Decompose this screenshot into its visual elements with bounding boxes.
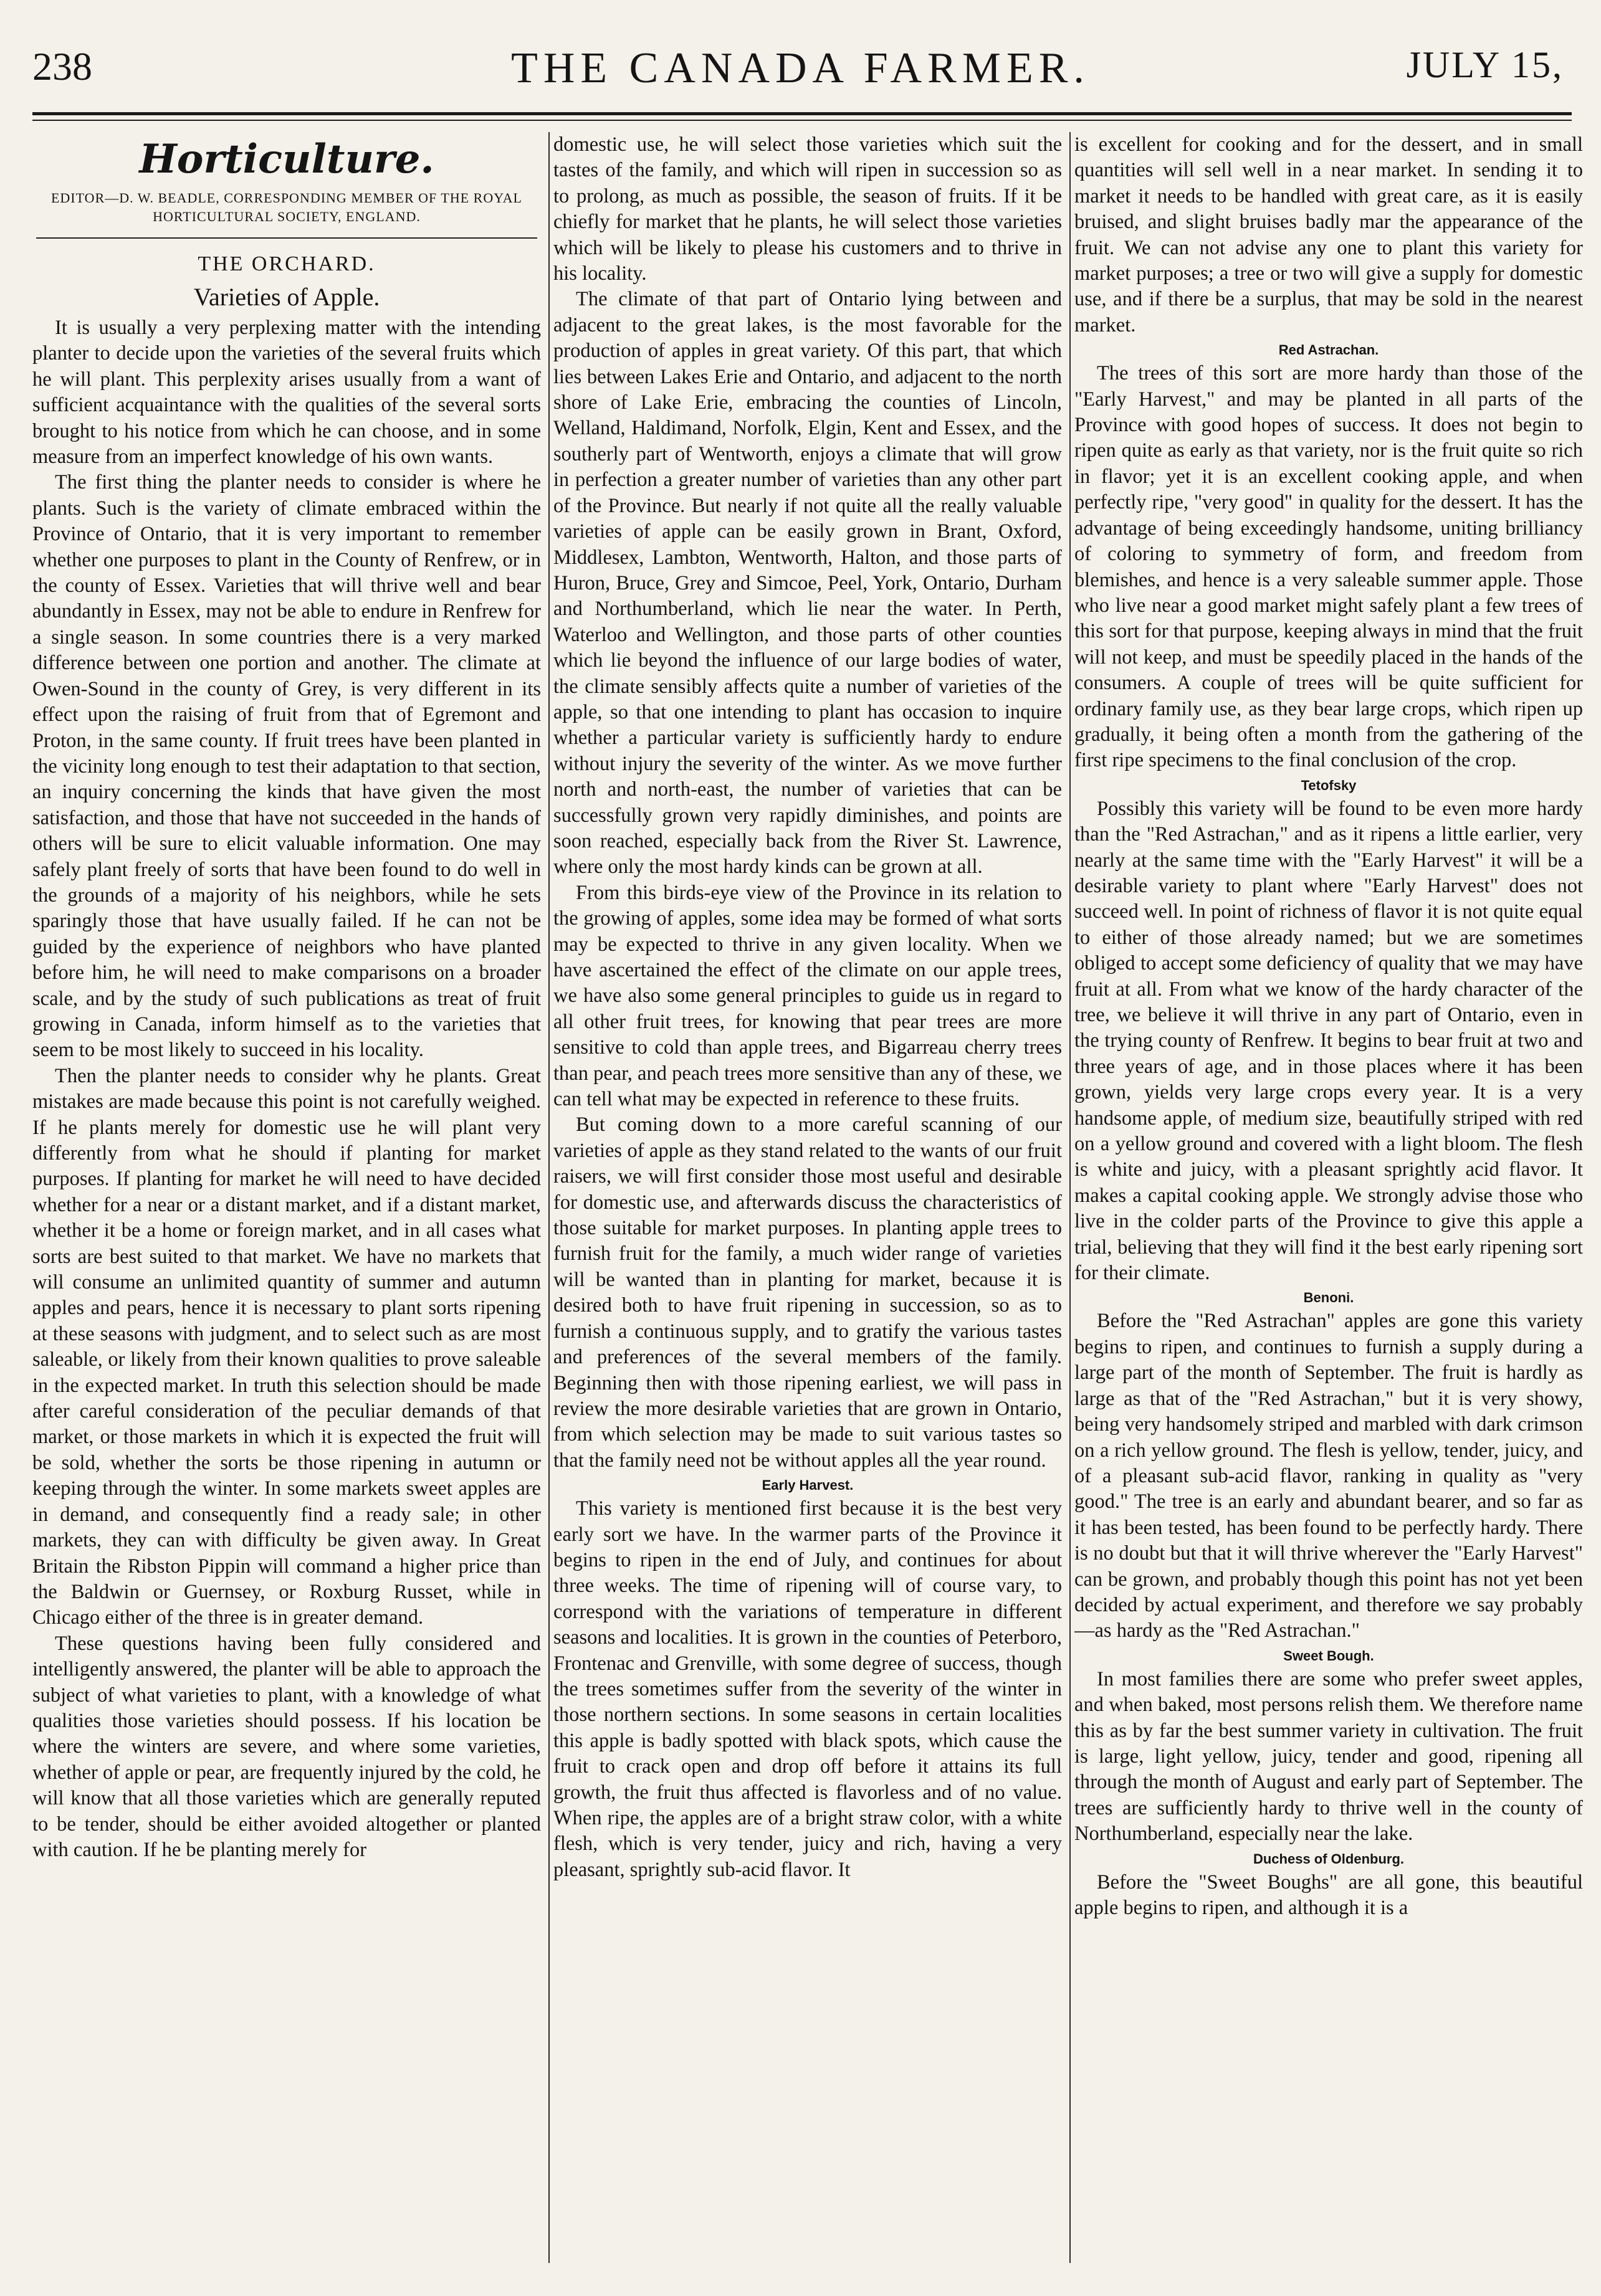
article-title: Varieties of Apple. <box>193 283 380 311</box>
paragraph: From this birds-eye view of the Province in its relation to the growing of apples, some idea may be formed of what sorts may be expected to thrive in any given locality. When we have ascertained the effect of the climate on our apple trees, we have also some general principles to guide us in regard to all other fruit trees, for knowing that pear trees are more sensitive to cold than apple trees, and Bigarreau cherry trees than pear, and peach trees more sensitive than any of these, we can tell what may be expected in reference to these fruits. <box>553 881 1062 1111</box>
paragraph: These questions having been fully considered and intelligently answered, the planter will be able to approach the subject of what varieties to plant, with a knowledge of what qualities those varieties should possess. If his location be where the winters are severe, and where some varieties, whether of apple or pear, are frequently injured by the cold, he will know that all those varieties which are generally reputed to be tender, should be either avoided altogether or planted with caution. If he be planting merely for <box>32 1632 541 1861</box>
variety-heading: Sweet Bough. <box>1283 1647 1374 1664</box>
variety-heading: Benoni. <box>1303 1290 1354 1306</box>
variety-heading: Duchess of Oldenburg. <box>1253 1851 1405 1867</box>
paragraph: is excellent for cooking and for the dessert, and in small quantities will sell well in a near market. In sending it to market it needs to be handled with great care, as it is easily bruised, and slight bruises badly mar the appearance of the fruit. We can not advise any one to plant this variety for market purposes; a tree or two will give a supply for domestic use, and if there be a surplus, that may be sold in the nearest market. <box>1074 133 1583 336</box>
paragraph: The climate of that part of Ontario lying between and adjacent to the great lakes, is the most favorable for the production of apples in great variety. Of this part, that which lies between Lakes Erie and Ontario, and adjacent to the north shore of Lake Erie, embracing the counties of Lincoln, Welland, Haldimand, Norfolk, Elgin, Kent and Essex, and the southerly part of Wentworth, enjoys a climate that will grow in perfection a greater number of varieties than any other part of the Province. But nearly if not quite all the really valuable varieties of apple can be easily grown in Brant, Oxford, Middlesex, Lambton, Wentworth, Halton, and those parts of Huron, Bruce, Grey and Simcoe, Peel, York, Ontario, Durham and Northumberland, which lie near the water. In Perth, Waterloo and Wellington, and those parts of other counties which lie beyond the influence of our large bodies of water, the climate sensibly affects quite a number of varieties of the apple, so that one intending to plant has occasion to inquire whether a particular variety is sufficiently hardy to endure without injury the severity of the winter. As we move further north and north-east, the number of varieties that can be successfully grown very rapidly diminishes, and points are soon reached, especially back from the River St. Lawrence, where only the most hardy kinds can be grown at all. <box>553 288 1062 879</box>
paragraph: Before the "Red Astrachan" apples are gone this variety begins to ripen, and continues to furnish a supply during a large part of the month of September. The fruit is hardly as large as that of the "Red Astrachan," but it is very showy, being very handsomely striped and marbled with dark crimson on a rich yellow ground. The flesh is yellow, tender, juicy, and of a pleasant sub-acid flavor, ranking in quality as "very good." The tree is an early and abundant bearer, and so far as it has been tested, has been found to be perfectly hardy. There is no doubt but that it will thrive wherever the "Early Harvest" can be grown, and probably though this point has not yet been decided by actual experiment, and therefore we say probably—as hardy as the "Red Astrachan." <box>1074 1310 1583 1642</box>
column-3 <box>1074 132 1583 2270</box>
section-heading: THE ORCHARD. <box>198 252 376 275</box>
issue-date: JULY 15, <box>1406 44 1564 85</box>
header-rule-thin <box>32 120 1572 121</box>
paragraph: Possibly this variety will be found to be even more hardy than the "Red Astrachan," and as it ripens a little earlier, very nearly at the same time with the "Early Harvest" it will be a desirable variety to plant where "Early Harvest" does not succeed well. In point of richness of flavor it is not quite equal to either of those already named; but we are sometimes obliged to accept some deficiency of quality that we may have fruit at all. From what we know of the hardy character of the tree, we believe it will thrive in any part of Ontario, even in the trying county of Renfrew. It begins to bear fruit at two and three years of age, and in those places where it has been grown, yields very large crops every year. It is a very handsome apple, of medium size, beautifully striped with red on a yellow ground and covered with a light bloom. The flesh is white and juicy, with a pleasant sprightly acid flavor. It makes a capital cooking apple. We strongly advise those who live in the colder parts of the Province to give this apple a trial, believing that they will find it the best early ripening sort for their climate. <box>1074 797 1583 1285</box>
header-rule-thick <box>32 112 1572 115</box>
column-divider <box>548 132 550 2263</box>
section-rule <box>36 237 537 239</box>
column-2 <box>553 132 1062 2270</box>
paragraph: This variety is mentioned first because it is the best very early sort we have. In the warmer parts of the Province it begins to ripen in the end of July, and continues for about three weeks. The time of ripening will of course vary, to correspond with the variations of temperature in different seasons and localities. It is grown in the counties of Peterboro, Frontenac and Grenville, with some degree of success, though the trees sometimes suffer from the severity of the winter in those northern sections. In some seasons in certain localities this apple is badly spotted with black spots, which cause the fruit to crack open and drop off before it attains its full growth, the fruit thus affected is flavorless and of no value. When ripe, the apples are of a bright straw color, with a white flesh, which is very tender, juicy and rich, having a very pleasant, sprightly sub-acid flavor. It <box>553 1497 1062 1881</box>
paragraph: It is usually a very perplexing matter with the intending planter to decide upon the varieties of the several fruits which he will plant. This perplexity arises usually from a want of sufficient acquaintance with the qualities of the several sorts brought to his notice from which he can choose, and in some measure from an imperfect knowledge of his own wants. <box>32 317 541 469</box>
paragraph: domestic use, he will select those varieties which suit the tastes of the family, and which will ripen in succession so as to prolong, as much as possible, the season of fruits. If it be chiefly for market that he plants, he will select those varieties which will be likely to please his customers and to thrive in his locality. <box>553 133 1062 285</box>
paragraph: But coming down to a more careful scanning of our varieties of apple as they stand related to the wants of our fruit raisers, we will first consider those most useful and desirable for domestic use, and afterwards discuss the characteristics of those suitable for market purposes. In planting apple trees to furnish fruit for the family, a much wider range of varieties will be wanted than in planting for market, because it is desired both to have fruit ripening in succession, so as to furnish a continuous supply, and to gratify the various tastes and preferences of the several members of the family. Beginning then with those ripening earliest, we will pass in review the more desirable varieties that are grown in Ontario, from which selection may be made to suit various tastes so that the family need not be without apples all the year round. <box>553 1113 1062 1472</box>
paragraph: In most families there are some who prefer sweet apples, and when baked, most persons relish them. We therefore name this as by far the best summer variety in cultivation. The fruit is large, light yellow, juicy, tender and good, ripening all through the month of August and early part of September. The trees are sufficiently hardy to thrive well in the county of Northumberland, especially near the lake. <box>1074 1667 1583 1846</box>
variety-heading: Red Astrachan. <box>1278 342 1379 358</box>
column-1 <box>32 132 541 2270</box>
paragraph: Then the planter needs to consider why he plants. Great mistakes are made because this point is not carefully weighed. If he plants merely for domestic use he will plant very differently from what he should if planting for market purposes. If planting for market he will need to have decided whether for a near or a distant market, and if a distant market, whether it be a home or foreign market, and in all cases what sorts are best suited to that market. We have no markets that will consume an unlimited quantity of summer and autumn apples and pears, hence it is necessary to plant sorts ripening at these seasons with judgment, and to select such as are most saleable, or likely from their known qualities to prove saleable in the expected market. In truth this selection should be made after careful consideration of the peculiar demands of that market, or those markets in which it is expected the fruit will be sold, whether the sorts be those ripening in autumn or keeping through the winter. In some markets sweet apples are in demand, and consequently find a ready sale; in other markets, they can with difficulty be given away. In Great Britain the Ribston Pippin will command a higher price than the Baldwin or Guernsey, or Roxburg Russet, while in Chicago either of the three is in greater demand. <box>32 1064 541 1629</box>
column-divider <box>1069 132 1071 2263</box>
column-1-body <box>32 315 541 1863</box>
masthead-title: THE CANADA FARMER. <box>511 44 1090 92</box>
page-number: 238 <box>32 44 92 88</box>
variety-heading: Tetofsky <box>1301 777 1357 793</box>
department-heading: Horticulture. <box>139 136 434 183</box>
paragraph: Before the "Sweet Boughs" are all gone, this beautiful apple begins to ripen, and although it is a <box>1074 1870 1583 1919</box>
editor-credit: EDITOR—D. W. BEADLE, CORRESPONDING MEMBER OF THE ROYAL HORTICULTURAL SOCIETY, ENGLAND. <box>50 190 522 224</box>
paragraph: The first thing the planter needs to consider is where he plants. Such is the variety of climate embraced within the Province of Ontario, that it is very important to remember whether one purposes to plant in the County of Renfrew, or in the county of Essex. Varieties that will thrive well and bear abundantly in Essex, may not be able to endure in Renfrew for a single season. In some countries there is a very marked difference between one portion and another. The climate at Owen-Sound in the county of Grey, is very different in its effect upon the raising of fruit from that of Egremont and Proton, in the same county. If fruit trees have been planted in the vicinity long enough to test their adaptation to that section, an inquiry concerning the kinds that have given the most satisfaction, and those that have not succeeded in the hands of others will be sure to elicit valuable information. One may safely plant freely of sorts that have been found to do well in the grounds of a majority of his neighbors, while he sets sparingly those that have usually failed. If he can not be guided by the experience of neighbors who have planted before him, he will need to make comparisons on a broader scale, and by the study of such publications as treat of fruit growing in Canada, inform himself as to the varieties that seem to be most likely to succeed in his locality. <box>32 471 541 1062</box>
variety-heading: Early Harvest. <box>762 1477 854 1493</box>
paragraph: The trees of this sort are more hardy than those of the "Early Harvest," and may be planted in all parts of the Province with good hopes of success. It does not begin to ripen quite as early as that variety, nor is the fruit quite so rich in flavor; yet it is an excellent cooking apple, and when perfectly ripe, "very good" in quality for the dessert. It has the advantage of being exceedingly handsome, uniting brilliancy of coloring to symmetry of form, and freedom from blemishes, and hence is a very saleable summer apple. Those who live near a good market might safely plant a few trees of this sort for that purpose, keeping always in mind that the fruit will not keep, and must be speedily placed in the hands of the consumers. A couple of trees will be quite sufficient for ordinary family use, as they bear large crops, which ripen up gradually, it being often a month from the gathering of the first ripe specimens to the final conclusion of the crop. <box>1074 362 1583 772</box>
